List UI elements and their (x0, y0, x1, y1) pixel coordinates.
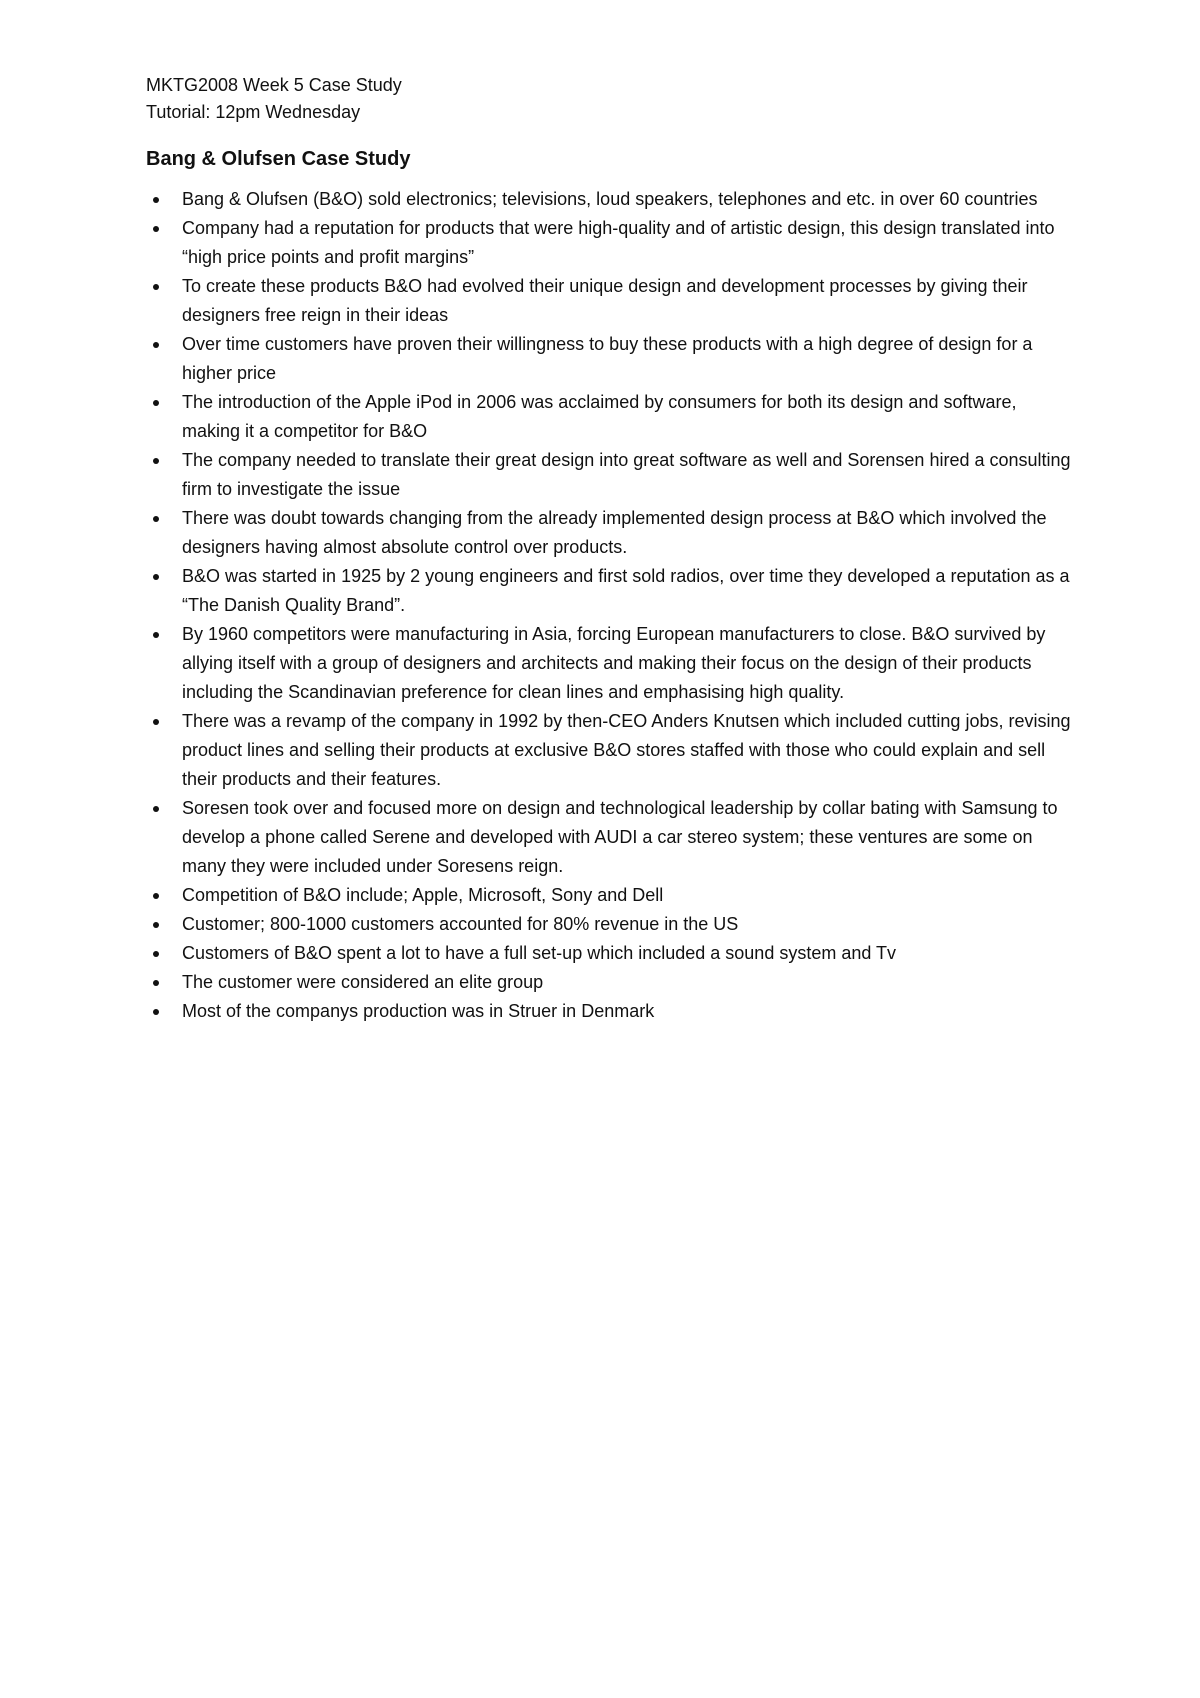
bullet-text: To create these products B&O had evolved their unique design and development processes by giving their designers free reign in their ideas (182, 276, 1028, 325)
bullet-text: Company had a reputation for products that were high-quality and of artistic design, this design translated into “high price points and profit margins” (182, 218, 1055, 267)
bullet-dot-icon (153, 893, 159, 899)
bullet-dot-icon (153, 458, 159, 464)
bullet-item (146, 562, 1076, 620)
bullet-dot-icon (153, 1009, 159, 1015)
bullet-text: There was a revamp of the company in 1992 by then-CEO Anders Knutsen which included cutting jobs, revising product lines and selling their products at exclusive B&O stores staffed with those who could explain and sell their products and their features. (182, 711, 1071, 789)
bullet-item (146, 504, 1076, 562)
course-line: MKTG2008 Week 5 Case Study (146, 75, 402, 95)
bullet-text: The customer were considered an elite group (182, 972, 544, 992)
bullet-dot-icon (153, 400, 159, 406)
tutorial-line: Tutorial: 12pm Wednesday (146, 102, 361, 122)
bullet-dot-icon (153, 719, 159, 725)
bullet-item (146, 997, 1076, 1026)
bullet-item (146, 185, 1076, 214)
bullet-text: By 1960 competitors were manufacturing in Asia, forcing European manufacturers to close. B&O survived by allying itself with a group of designers and architects and making their focus on the design of their products including the Scandinavian preference for clean lines and emphasising high quality. (182, 624, 1046, 702)
bullet-dot-icon (153, 342, 159, 348)
bullet-item (146, 794, 1076, 881)
bullet-item (146, 939, 1076, 968)
bullet-dot-icon (153, 516, 159, 522)
document-title: Bang & Olufsen Case Study (146, 148, 411, 170)
bullet-item (146, 330, 1076, 388)
bullet-item (146, 707, 1076, 794)
bullet-text: Competition of B&O include; Apple, Microsoft, Sony and Dell (182, 885, 664, 905)
bullet-dot-icon (153, 922, 159, 928)
bullet-dot-icon (153, 951, 159, 957)
bullet-text: There was doubt towards changing from the already implemented design process at B&O which involved the designers having almost absolute control over products. (182, 508, 1047, 557)
bullet-text: Bang & Olufsen (B&O) sold electronics; televisions, loud speakers, telephones and etc. in over 60 countries (182, 189, 1038, 209)
bullet-item (146, 446, 1076, 504)
bullet-dot-icon (153, 226, 159, 232)
bullet-item (146, 881, 1076, 910)
bullet-text: Customer; 800-1000 customers accounted for 80% revenue in the US (182, 914, 739, 934)
bullet-dot-icon (153, 284, 159, 290)
bullet-item (146, 214, 1076, 272)
bullet-item (146, 388, 1076, 446)
bullet-item (146, 272, 1076, 330)
bullet-text: B&O was started in 1925 by 2 young engineers and first sold radios, over time they developed a reputation as a “The Danish Quality Brand”. (182, 566, 1070, 615)
bullet-text: Over time customers have proven their willingness to buy these products with a high degree of design for a higher price (182, 334, 1033, 383)
bullet-text: The company needed to translate their great design into great software as well and Sorensen hired a consulting firm to investigate the issue (182, 450, 1071, 499)
bullet-dot-icon (153, 632, 159, 638)
bullet-dot-icon (153, 197, 159, 203)
bullet-dot-icon (153, 980, 159, 986)
bullet-item (146, 910, 1076, 939)
bullet-dot-icon (153, 574, 159, 580)
bullet-text: Customers of B&O spent a lot to have a full set-up which included a sound system and Tv (182, 943, 897, 963)
bullet-dot-icon (153, 806, 159, 812)
bullet-item (146, 968, 1076, 997)
bullet-text: Soresen took over and focused more on design and technological leadership by collar bating with Samsung to develop a phone called Serene and developed with AUDI a car stereo system; these ventures are some on many they were included under Soresens reign. (182, 798, 1058, 876)
bullet-text: Most of the companys production was in Struer in Denmark (182, 1001, 655, 1021)
bullet-list (146, 185, 1076, 1026)
document-page (146, 72, 1076, 1026)
bullet-item (146, 620, 1076, 707)
bullet-text: The introduction of the Apple iPod in 2006 was acclaimed by consumers for both its design and software, making it a competitor for B&O (182, 392, 1017, 441)
